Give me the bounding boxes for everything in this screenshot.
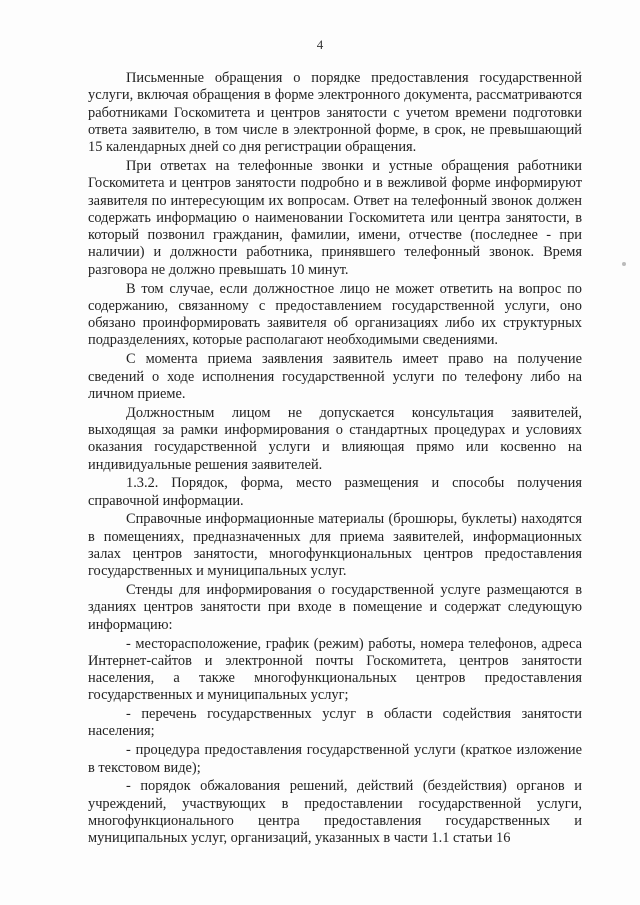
paragraph-official-unable: В том случае, если должностное лицо не может ответить на вопрос по содержанию, связанному с предоставлением государственной услуги, оно обязано проинформировать заявителя об организациях либо их структурных подразделениях, которые располагают необходимыми сведениями. xyxy=(88,280,582,349)
paragraph-info-stands: Стенды для информирования о государственной услуге размещаются в зданиях центров занятости при входе в помещение и содержат следующую информацию: xyxy=(88,582,582,633)
scan-speck xyxy=(622,262,626,266)
list-item-appeal-procedure: - порядок обжалования решений, действий (бездействия) органов и учреждений, участвующих в предоставлении государственной услуги, многофункционального центра предоставления государственных и муниципальных услуг, организаций, указанных в части 1.1 статьи 16 xyxy=(88,778,582,847)
paragraph-phone-calls: При ответах на телефонные звонки и устные обращения работники Госкомитета и центров занятости подробно и в вежливой форме информируют заявителя по интересующим их вопросам. Ответ на телефонный звонок должен содержать информацию о наименовании Госкомитета или центра занятости, в который позвонил гражданин, фамилии, имени, отчестве (последнее - при наличии) и должности работника, принявшего телефонный звонок. Время разговора не должно превышать 10 минут. xyxy=(88,157,582,278)
list-item-procedure: - процедура предоставления государственной услуги (краткое изложение в текстовом виде); xyxy=(88,742,582,776)
page-body xyxy=(88,70,582,849)
paragraph-written-appeals: Письменные обращения о порядке предоставления государственной услуги, включая обращения в форме электронного документа, рассматриваются работниками Госкомитета и центров занятости с учетом времени подготовки ответа заявителю, в том числе в электронной форме, в срок, не превышающий 15 календарных дней со дня регистрации обращения. xyxy=(88,70,582,156)
paragraph-consultation-limits: Должностным лицом не допускается консультация заявителей, выходящая за рамки информирования о стандартных процедурах и условиях оказания государственной услуги и влияющая прямо или косвенно на индивидуальные решения заявителей. xyxy=(88,404,582,473)
paragraph-reference-materials: Справочные информационные материалы (брошюры, буклеты) находятся в помещениях, предназначенных для приема заявителей, информационных залах центров занятости, многофункциональных центров предоставления государственных и муниципальных услуг. xyxy=(88,511,582,580)
paragraph-status-info: С момента приема заявления заявитель имеет право на получение сведений о ходе исполнения государственной услуги по телефону либо на личном приеме. xyxy=(88,351,582,402)
page-number: 4 xyxy=(316,37,324,52)
list-item-location-schedule: - месторасположение, график (режим) работы, номера телефонов, адреса Интернет-сайтов и электронной почты Госкомитета, центров занятости населения, а также многофункциональных центров предоставления государственных и муниципальных услуг; xyxy=(88,635,582,704)
section-heading-1-3-2: 1.3.2. Порядок, форма, место размещения и способы получения справочной информации. xyxy=(88,475,582,509)
list-item-services-list: - перечень государственных услуг в области содействия занятости населения; xyxy=(88,706,582,740)
